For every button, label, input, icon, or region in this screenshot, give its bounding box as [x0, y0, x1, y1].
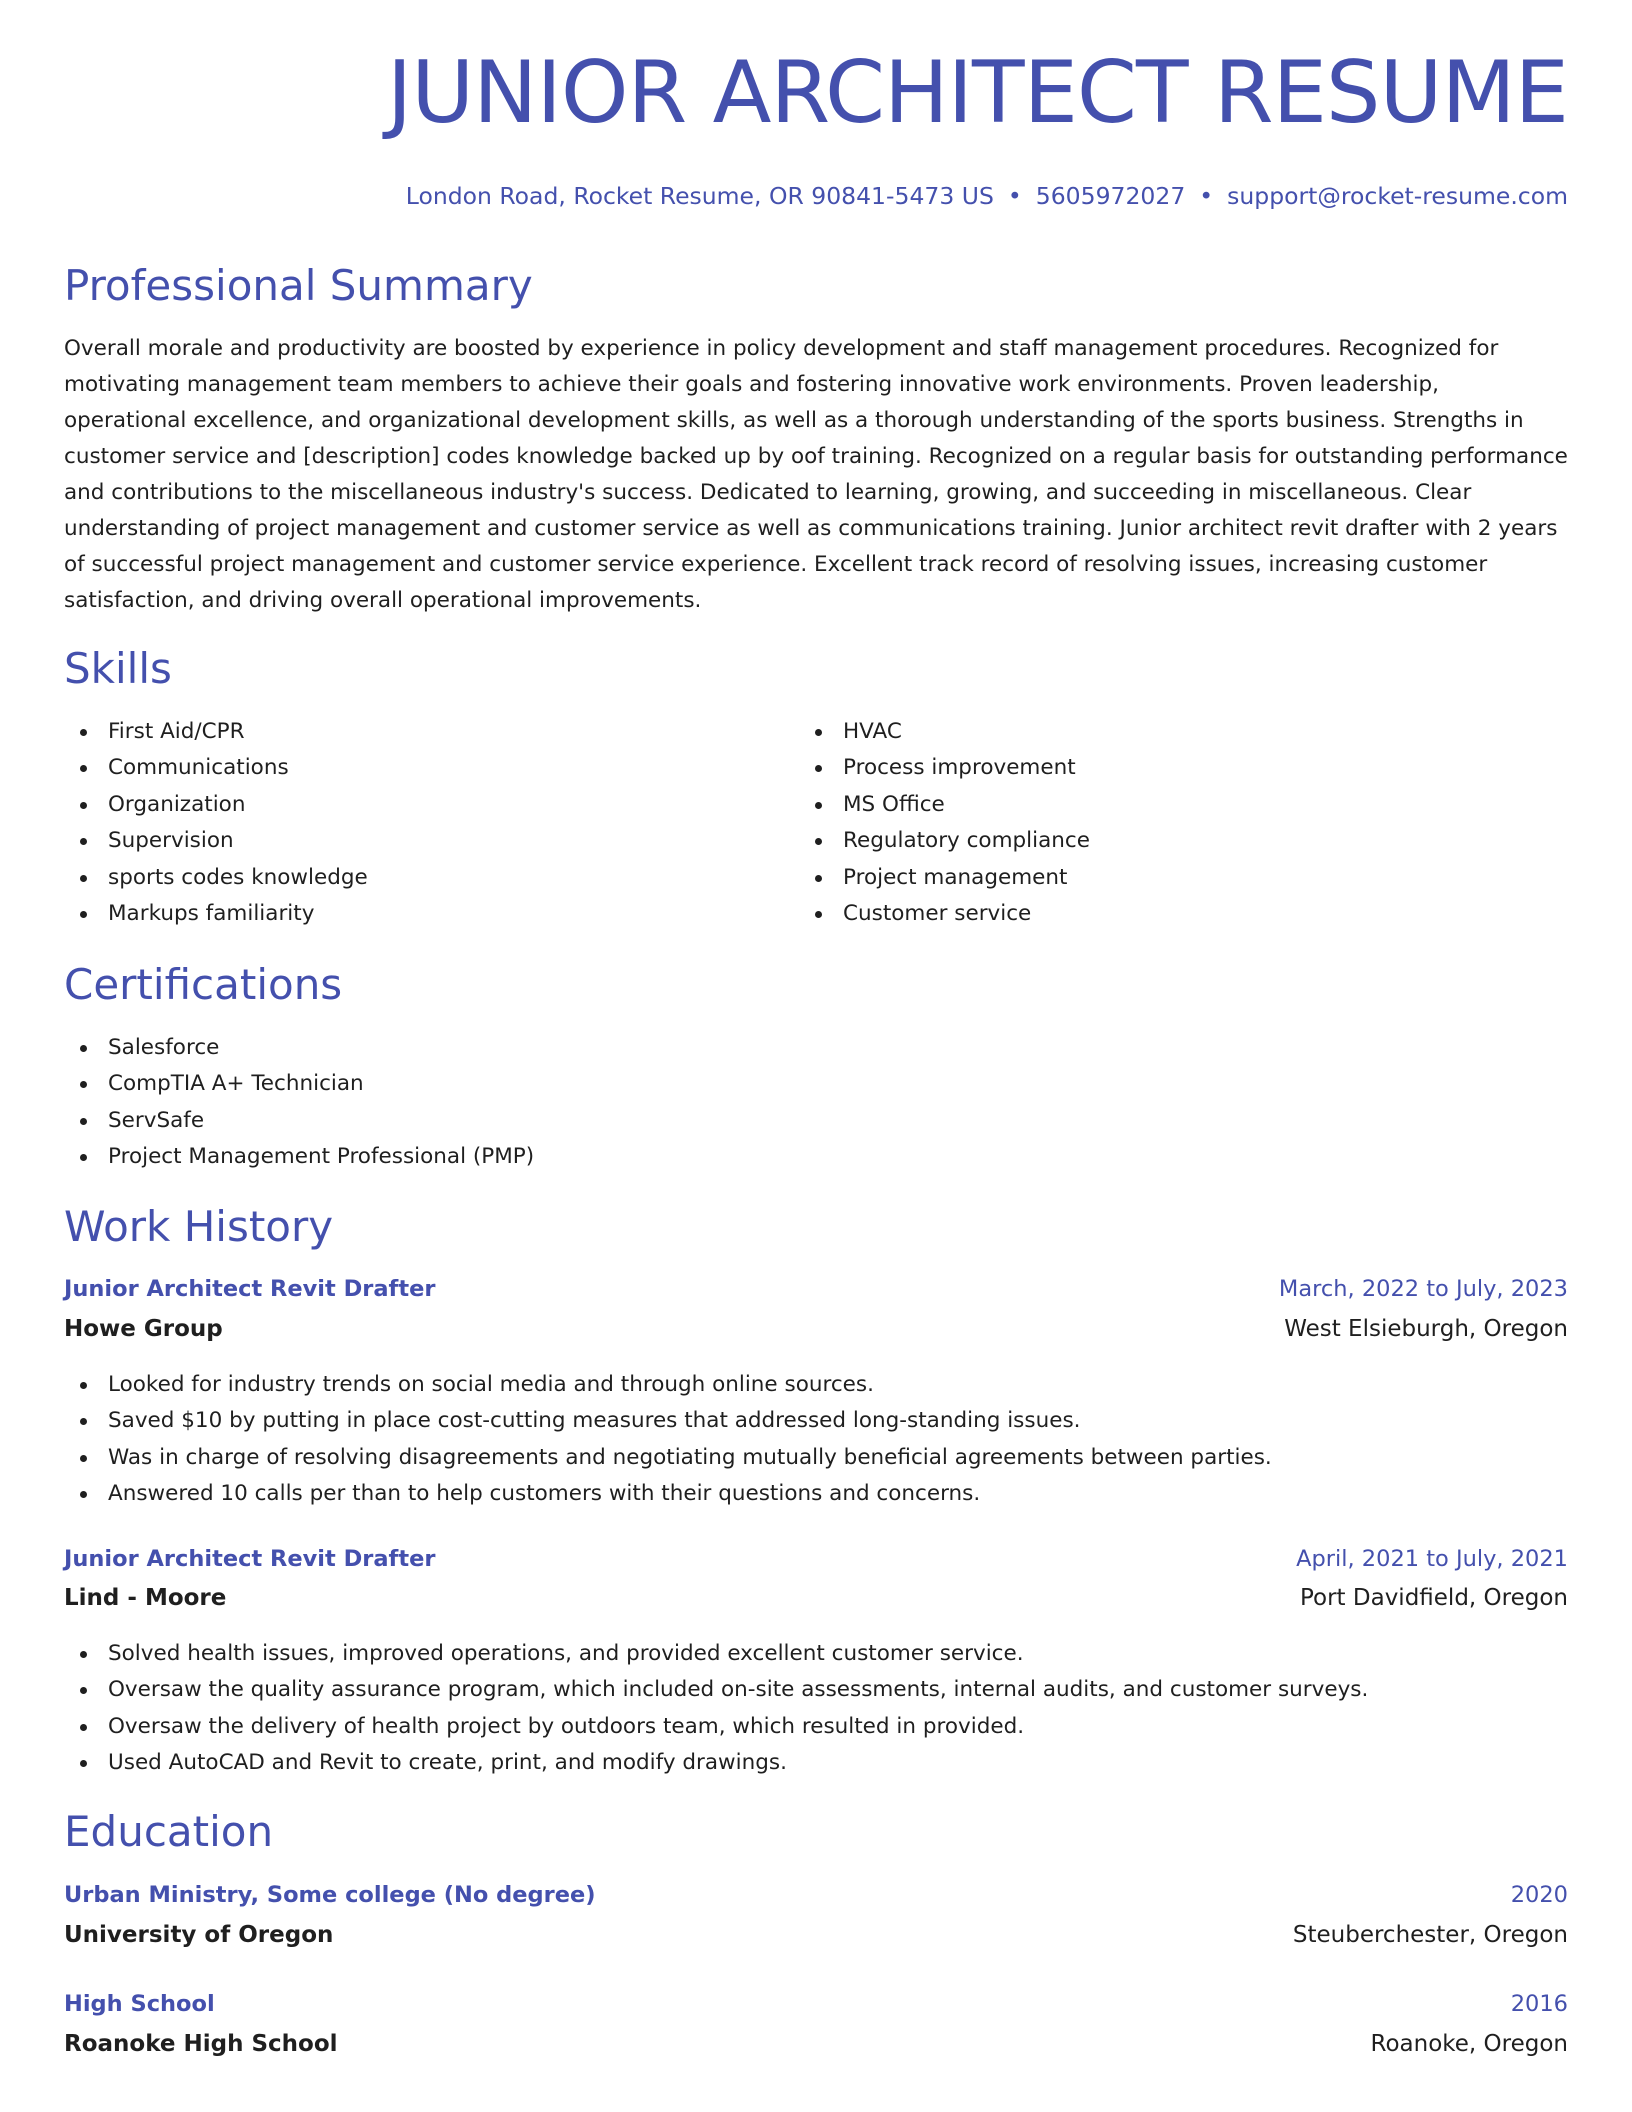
certifications-heading: Certifications	[64, 960, 343, 1009]
degree: High School	[64, 1991, 215, 2017]
job-subheader	[64, 1316, 1568, 1346]
resume-title: JUNIOR ARCHITECT RESUME	[386, 43, 1568, 143]
email-link[interactable]: support@rocket-resume.com	[1227, 182, 1568, 210]
list-item: Markups familiarity	[64, 896, 368, 932]
education-header	[64, 1991, 1568, 2021]
list-item: Organization	[64, 787, 368, 823]
skills-list-right	[799, 714, 1090, 932]
summary-text: Overall morale and productivity are boosted by experience in policy development and staff management procedures. Recognized for motivating management team members to achieve their goals and fostering innovative work environments. Proven leadership, operational excellence, and organizational development skills, as well as a thorough understanding of the sports business. Strengths in customer service and [description] codes knowledge backed up by oof training. Recognized on a regular basis for outstanding performance and contributions to the miscellaneous industry's success. Dedicated to learning, growing, and succeeding in miscellaneous. Clear understanding of project management and customer service as well as communications training. Junior architect revit drafter with 2 years of successful project management and customer service experience. Excellent track record of resolving issues, increasing customer satisfaction, and driving overall operational improvements.	[64, 336, 1568, 613]
list-item: First Aid/CPR	[64, 714, 368, 750]
school-name: Roanoke High School	[64, 2031, 338, 2057]
company-name: Lind - Moore	[64, 1585, 227, 1611]
skills-list-left	[64, 714, 368, 932]
graduation-year: 2016	[1510, 1991, 1568, 2017]
list-item: ServSafe	[64, 1103, 534, 1139]
list-item: CompTIA A+ Technician	[64, 1066, 534, 1102]
company-name: Howe Group	[64, 1316, 223, 1342]
list-item: Regulatory compliance	[799, 823, 1090, 859]
job-subheader	[64, 1585, 1568, 1615]
list-item: HVAC	[799, 714, 1090, 750]
degree: Urban Ministry, Some college (No degree)	[64, 1882, 596, 1908]
list-item: sports codes knowledge	[64, 860, 368, 896]
list-item: MS Office	[799, 787, 1090, 823]
list-item: Salesforce	[64, 1030, 534, 1066]
list-item: Looked for industry trends on social media and through online sources.	[64, 1367, 1272, 1403]
list-item: Customer service	[799, 896, 1090, 932]
job-title: Junior Architect Revit Drafter	[64, 1276, 436, 1302]
school-name: University of Oregon	[64, 1922, 334, 1948]
list-item: Project management	[799, 860, 1090, 896]
list-item: Oversaw the delivery of health project by outdoors team, which resulted in provided.	[64, 1709, 1368, 1745]
job-location: West Elsieburgh, Oregon	[1284, 1316, 1568, 1342]
job-dates: March, 2022 to July, 2023	[1278, 1276, 1568, 1302]
contact-line	[406, 182, 1568, 210]
summary-heading: Professional Summary	[64, 261, 533, 310]
list-item: Oversaw the quality assurance program, which included on-site assessments, internal audits, and customer surveys.	[64, 1672, 1368, 1708]
job-dates: April, 2021 to July, 2021	[1296, 1546, 1568, 1572]
school-location: Roanoke, Oregon	[1370, 2031, 1568, 2057]
address: London Road, Rocket Resume, OR 90841-5473 US	[405, 182, 994, 210]
phone: 5605972027	[1035, 182, 1186, 210]
education-heading: Education	[64, 1807, 274, 1856]
separator: •	[1199, 182, 1214, 210]
separator: •	[1007, 182, 1022, 210]
graduation-year: 2020	[1510, 1882, 1568, 1908]
job-bullets	[64, 1367, 1272, 1513]
education-subheader	[64, 1922, 1568, 1952]
school-location: Steuberchester, Oregon	[1292, 1922, 1568, 1948]
list-item: Was in charge of resolving disagreements and negotiating mutually beneficial agreements between parties.	[64, 1440, 1272, 1476]
list-item: Used AutoCAD and Revit to create, print, and modify drawings.	[64, 1745, 1368, 1781]
skills-heading: Skills	[64, 644, 172, 693]
job-bullets	[64, 1636, 1368, 1782]
job-header	[64, 1276, 1568, 1306]
list-item: Process improvement	[799, 750, 1090, 786]
job-title: Junior Architect Revit Drafter	[64, 1546, 436, 1572]
list-item: Solved health issues, improved operations, and provided excellent customer service.	[64, 1636, 1368, 1672]
list-item: Communications	[64, 750, 368, 786]
job-location: Port Davidfield, Oregon	[1299, 1585, 1568, 1611]
list-item: Answered 10 calls per than to help customers with their questions and concerns.	[64, 1476, 1272, 1512]
list-item: Supervision	[64, 823, 368, 859]
list-item: Project Management Professional (PMP)	[64, 1139, 534, 1175]
list-item: Saved $10 by putting in place cost-cutting measures that addressed long-standing issues.	[64, 1403, 1272, 1439]
job-header	[64, 1546, 1568, 1576]
certifications-list	[64, 1030, 534, 1176]
work-history-heading: Work History	[64, 1202, 334, 1251]
education-header	[64, 1882, 1568, 1912]
education-subheader	[64, 2031, 1568, 2061]
